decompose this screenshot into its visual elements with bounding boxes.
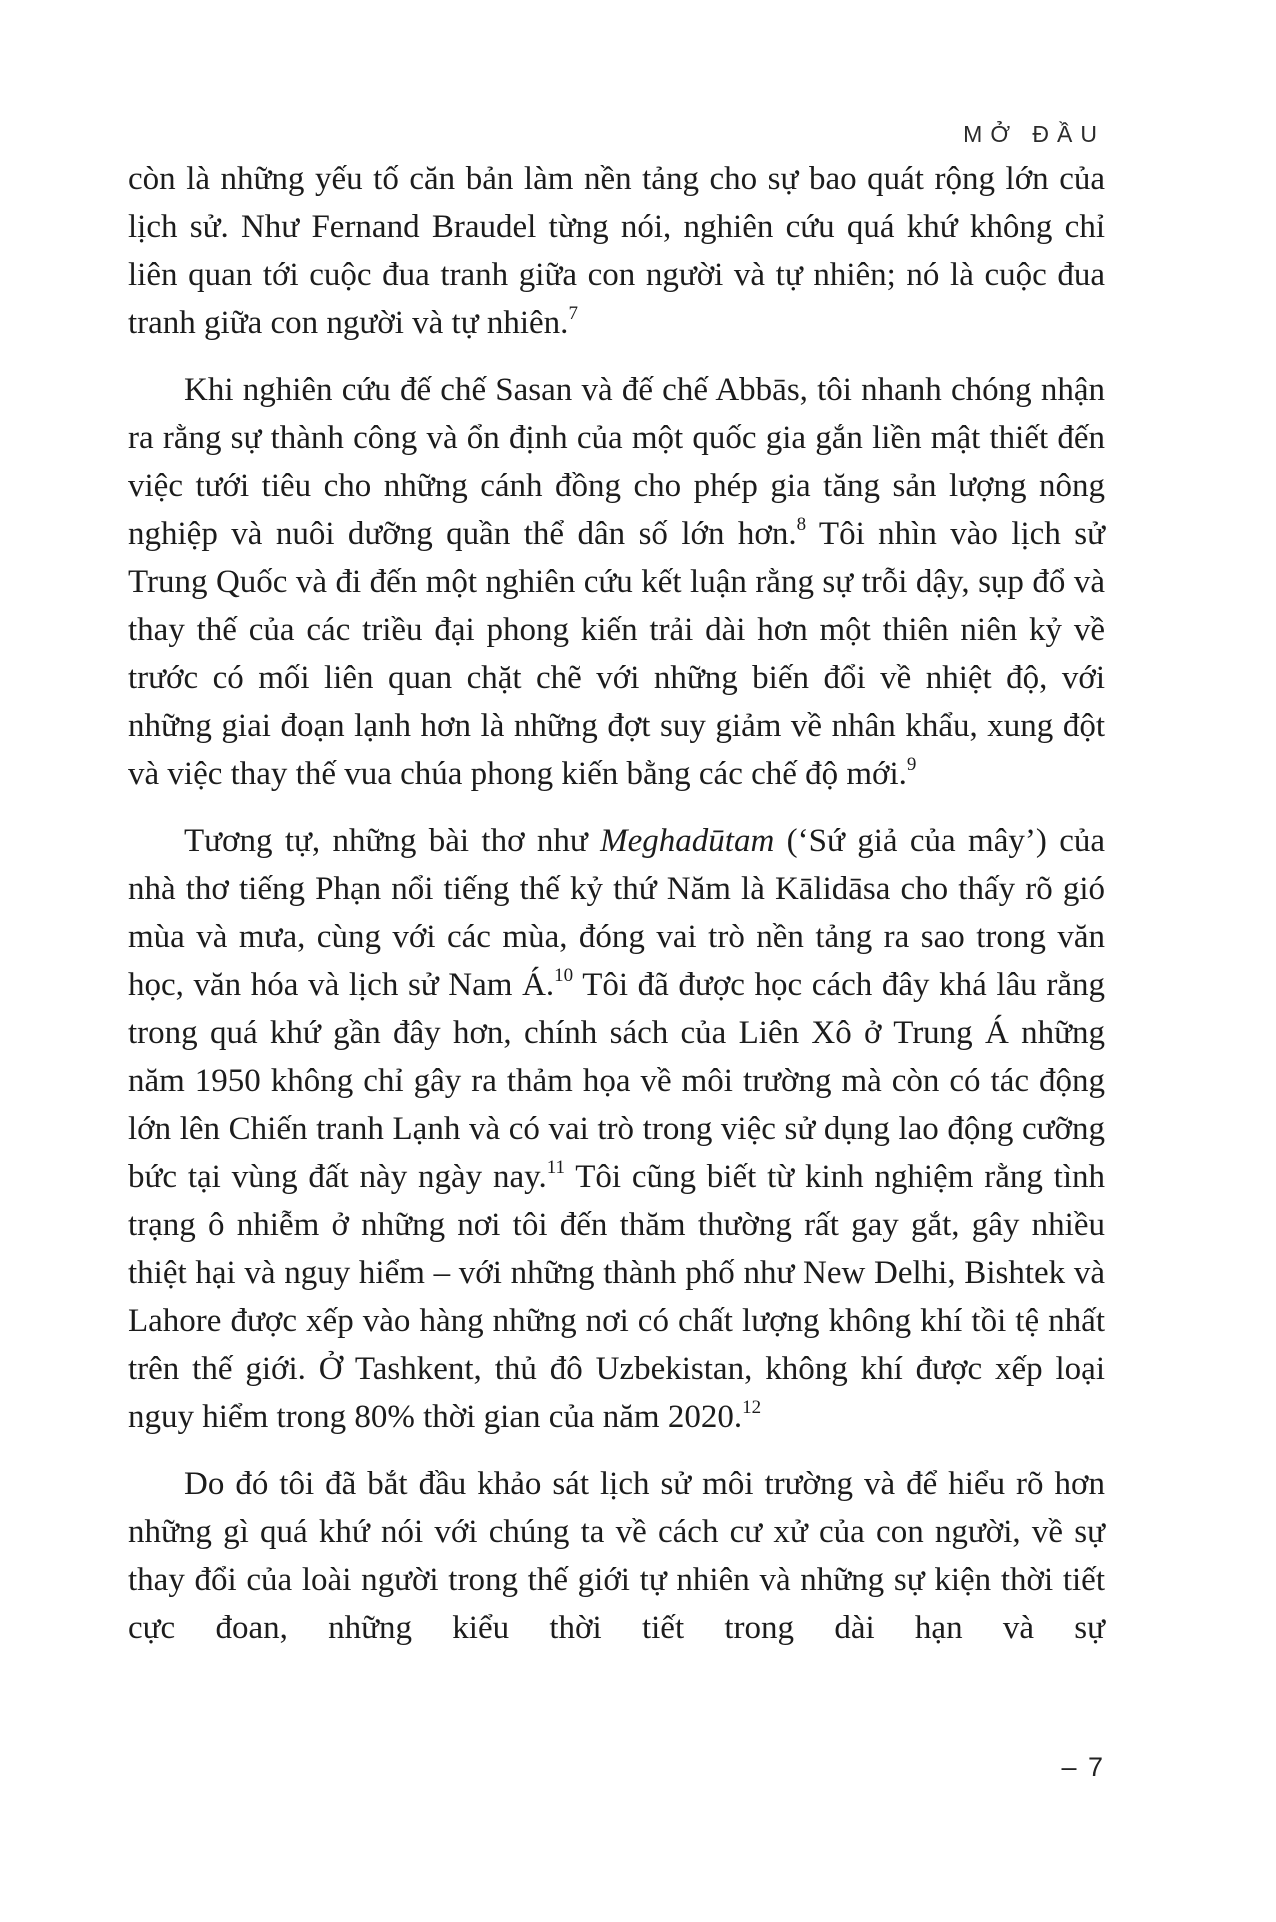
italic-work-title: Meghadūtam bbox=[600, 823, 775, 859]
body-text bbox=[128, 155, 1105, 1652]
paragraph bbox=[128, 817, 1105, 1441]
paragraph bbox=[128, 1460, 1105, 1652]
footnote-reference: 10 bbox=[554, 965, 574, 986]
running-header: MỞ ĐẦU bbox=[963, 121, 1105, 147]
footnote-reference: 12 bbox=[742, 1397, 762, 1418]
paragraph bbox=[128, 366, 1105, 798]
text-segment: Khi nghiên cứu đế chế Sasan và đế chế Abbās, tôi nhanh chóng nhận ra rằng sự thành công và ổn định của một quốc gia gắn liền mật thiết đến việc tưới tiêu cho những cánh đồng cho phép gia tăng sản lượng nông nghiệp và nuôi dưỡng quần thể dân số lớn hơn. bbox=[128, 372, 1105, 552]
text-segment: Tương tự, những bài thơ như bbox=[184, 823, 601, 859]
text-segment: Tôi nhìn vào lịch sử Trung Quốc và đi đến một nghiên cứu kết luận rằng sự trỗi dậy, sụp đổ và thay thế của các triều đại phong kiến trải dài hơn một thiên niên kỷ về trước có mối liên quan chặt chẽ với những biến đổi về nhiệt độ, với những giai đoạn lạnh hơn là những đợt suy giảm về nhân khẩu, xung đột và việc thay thế vua chúa phong kiến bằng các chế độ mới. bbox=[128, 516, 1105, 792]
text-segment: Tôi cũng biết từ kinh nghiệm rằng tình trạng ô nhiễm ở những nơi tôi đến thăm thường rất gay gắt, gây nhiều thiệt hại và nguy hiểm – với những thành phố như New Delhi, Bishtek và Lahore được xếp vào hàng những nơi có chất lượng không khí tồi tệ nhất trên thế giới. Ở Tashkent, thủ đô Uzbekistan, không khí được xếp loại nguy hiểm trong 80% thời gian của năm 2020. bbox=[128, 1159, 1105, 1435]
text-segment: Tôi đã được học cách đây khá lâu rằng trong quá khứ gần đây hơn, chính sách của Liên Xô ở Trung Á những năm 1950 không chỉ gây ra thảm họa về môi trường mà còn có tác động lớn lên Chiến tranh Lạnh và có vai trò trong việc sử dụng lao động cưỡng bức tại vùng đất này ngày nay. bbox=[128, 967, 1105, 1195]
paragraph bbox=[128, 155, 1105, 347]
text-segment: (‘Sứ giả của mây’) của nhà thơ tiếng Phạn nổi tiếng thế kỷ thứ Năm là Kālidāsa cho thấy rõ gió mùa và mưa, cùng với các mùa, đóng vai trò nền tảng ra sao trong văn học, văn hóa và lịch sử Nam Á. bbox=[128, 823, 1105, 1003]
footnote-reference: 7 bbox=[568, 303, 578, 324]
text-segment: Do đó tôi đã bắt đầu khảo sát lịch sử môi trường và để hiểu rõ hơn những gì quá khứ nói với chúng ta về cách cư xử của con người, về sự thay đổi của loài người trong thế giới tự nhiên và những sự kiện thời tiết cực đoan, những kiểu thời tiết trong dài hạn và sự bbox=[128, 1466, 1105, 1646]
text-segment: còn là những yếu tố căn bản làm nền tảng cho sự bao quát rộng lớn của lịch sử. Như Fernand Braudel từng nói, nghiên cứu quá khứ không chỉ liên quan tới cuộc đua tranh giữa con người và tự nhiên; nó là cuộc đua tranh giữa con người và tự nhiên. bbox=[128, 161, 1105, 341]
footnote-reference: 9 bbox=[906, 754, 917, 775]
footnote-reference: 11 bbox=[546, 1157, 566, 1178]
page-number: – 7 bbox=[1061, 1752, 1105, 1782]
footnote-reference: 8 bbox=[796, 514, 807, 535]
